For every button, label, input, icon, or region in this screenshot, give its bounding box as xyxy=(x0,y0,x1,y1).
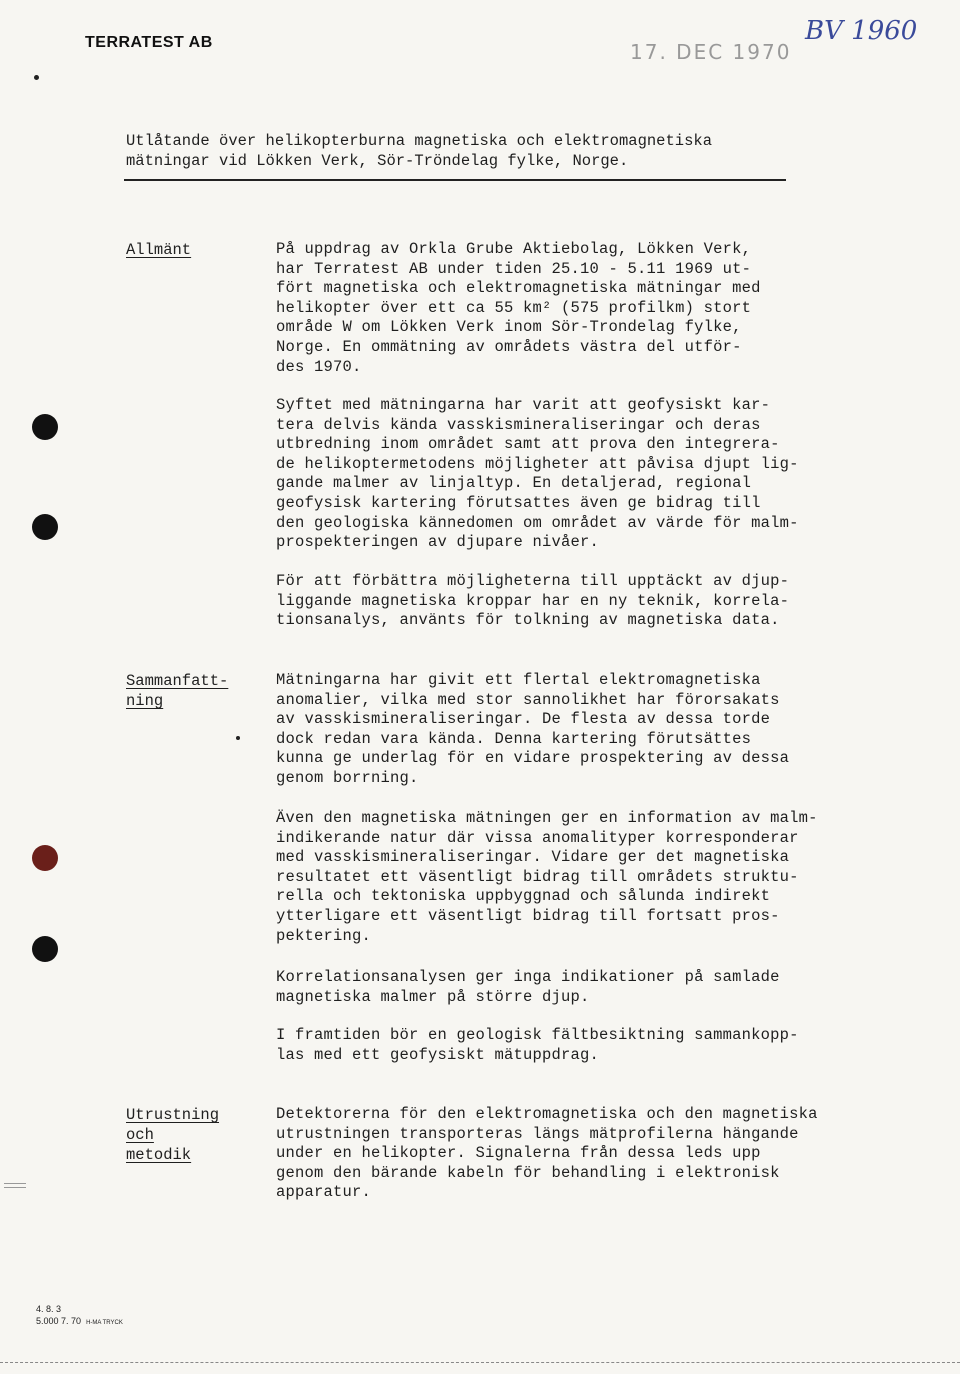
form-footer xyxy=(36,1303,123,1329)
heading-line: Utrustning xyxy=(126,1106,220,1124)
heading-line: Sammanfatt- xyxy=(126,672,229,690)
text-line: Mätningarna har givit ett flertal elektromagnetiska xyxy=(276,671,761,689)
text-line: Korrelationsanalysen ger inga indikationer på samlade xyxy=(276,968,780,986)
paragraph xyxy=(276,572,886,631)
text-line: genom den bärande kabeln för behandling i elektronisk xyxy=(276,1163,780,1182)
text-line: Norge. En ommätning av områdets västra del utför- xyxy=(276,337,742,356)
bottom-edge xyxy=(0,1362,960,1363)
text-line: gande malmer av linjaltyp. En detaljerad, regional xyxy=(276,474,752,493)
text-line: utbredning inom området samt att prova den integrera- xyxy=(276,435,780,454)
heading-line: ning xyxy=(126,692,164,710)
section-heading-sammanfattning xyxy=(126,671,228,711)
punch-hole xyxy=(32,414,58,440)
heading-line: Allmänt xyxy=(126,241,192,259)
paragraph xyxy=(276,968,886,1007)
text-line: För att förbättra möjligheterna till upptäckt av djup- xyxy=(276,572,790,590)
text-line: kunna ge underlag för en vidare prospektering av dessa xyxy=(276,749,790,768)
speck xyxy=(34,75,39,80)
paragraph xyxy=(276,1105,886,1203)
margin-mark xyxy=(4,1183,26,1184)
text-line: har Terratest AB under tiden 25.10 - 5.11 1969 ut- xyxy=(276,259,752,278)
paragraph xyxy=(276,396,886,553)
text-line: las med ett geofysiskt mätuppdrag. xyxy=(276,1045,600,1064)
text-line: På uppdrag av Orkla Grube Aktiebolag, Lökken Verk, xyxy=(276,240,752,258)
title-rule xyxy=(124,179,786,181)
text-line: anomalier, vilka med stor sannolikhet har förorsakats xyxy=(276,690,780,709)
document-title xyxy=(126,131,796,171)
margin-mark xyxy=(4,1187,26,1188)
paragraph xyxy=(276,240,886,377)
text-line: magnetiska malmer på större djup. xyxy=(276,987,590,1006)
text-line: under en helikopter. Signalerna från dessa leds upp xyxy=(276,1144,761,1163)
paragraph xyxy=(276,1026,886,1065)
title-line: Utlåtande över helikopterburna magnetiska och elektromagnetiska xyxy=(126,132,712,150)
punch-hole xyxy=(32,514,58,540)
section-heading-allmant xyxy=(126,240,191,260)
text-line: liggande magnetiska kroppar har en ny teknik, korrela- xyxy=(276,591,790,610)
text-line: ytterligare ett väsentligt bidrag till fortsatt pros- xyxy=(276,906,780,925)
text-line: utrustningen transporteras längs mätprofilerna hängande xyxy=(276,1124,799,1143)
text-line: pektering. xyxy=(276,926,372,945)
text-line: tera delvis kända vasskismineraliseringar och deras xyxy=(276,415,761,434)
text-line: rella och tektoniska uppbyggnad och sålunda indirekt xyxy=(276,887,771,906)
text-line: I framtiden bör en geologisk fältbesiktning sammankopp- xyxy=(276,1026,799,1044)
form-number: 4. 8. 3 xyxy=(36,1304,62,1314)
title-line: mätningar vid Lökken Verk, Sör-Tröndelag fylke, Norge. xyxy=(126,152,629,170)
punch-hole xyxy=(32,936,58,962)
paragraph xyxy=(276,809,886,946)
text-line: apparatur. xyxy=(276,1183,372,1202)
printer-name: H-MA TRYCK xyxy=(86,1320,123,1326)
text-line: av vasskismineraliseringar. De flesta av dessa torde xyxy=(276,710,771,729)
text-line: de helikoptermetodens möjligheter att påvisa djupt lig- xyxy=(276,454,799,473)
punch-hole xyxy=(32,845,58,871)
text-line: geofysisk kartering förutsattes även ge bidrag till xyxy=(276,493,761,512)
text-line: Syftet med mätningarna har varit att geofysiskt kar- xyxy=(276,396,771,414)
company-logo: TERRATEST AB xyxy=(85,34,213,51)
text-line: tionsanalys, använts för tolkning av magnetiska data. xyxy=(276,611,780,630)
text-line: des 1970. xyxy=(276,357,362,376)
text-line: genom borrning. xyxy=(276,768,419,787)
speck xyxy=(236,736,240,740)
text-line: prospekteringen av djupare nivåer. xyxy=(276,533,600,552)
text-line: helikopter över ett ca 55 km² (575 profilkm) stort xyxy=(276,298,752,317)
text-line: den geologiska kännedomen om området av värde för malm- xyxy=(276,513,799,532)
text-line: dock redan vara kända. Denna kartering förutsättes xyxy=(276,729,752,748)
text-line: Detektorerna för den elektromagnetiska och den magnetiska xyxy=(276,1105,818,1123)
handwritten-reference: BV 1960 xyxy=(805,16,918,46)
text-line: indikerande natur där vissa anomalityper korresponderar xyxy=(276,828,799,847)
text-line: område W om Lökken Verk inom Sör-Trondelag fylke, xyxy=(276,318,742,337)
text-line: fört magnetiska och elektromagnetiska mätningar med xyxy=(276,279,761,298)
print-run: 5.000 7. 70 xyxy=(36,1316,82,1326)
heading-line: och xyxy=(126,1126,154,1144)
paragraph xyxy=(276,671,886,789)
section-heading-utrustning xyxy=(126,1105,219,1165)
received-stamp: 17. DEC 1970 xyxy=(630,40,792,64)
text-line: resultatet ett väsentligt bidrag till områdets struktu- xyxy=(276,867,799,886)
text-line: med vasskismineraliseringar. Vidare ger det magnetiska xyxy=(276,848,790,867)
heading-line: metodik xyxy=(126,1146,192,1164)
text-line: Även den magnetiska mätningen ger en information av malm- xyxy=(276,809,818,827)
print-info xyxy=(36,1315,123,1329)
